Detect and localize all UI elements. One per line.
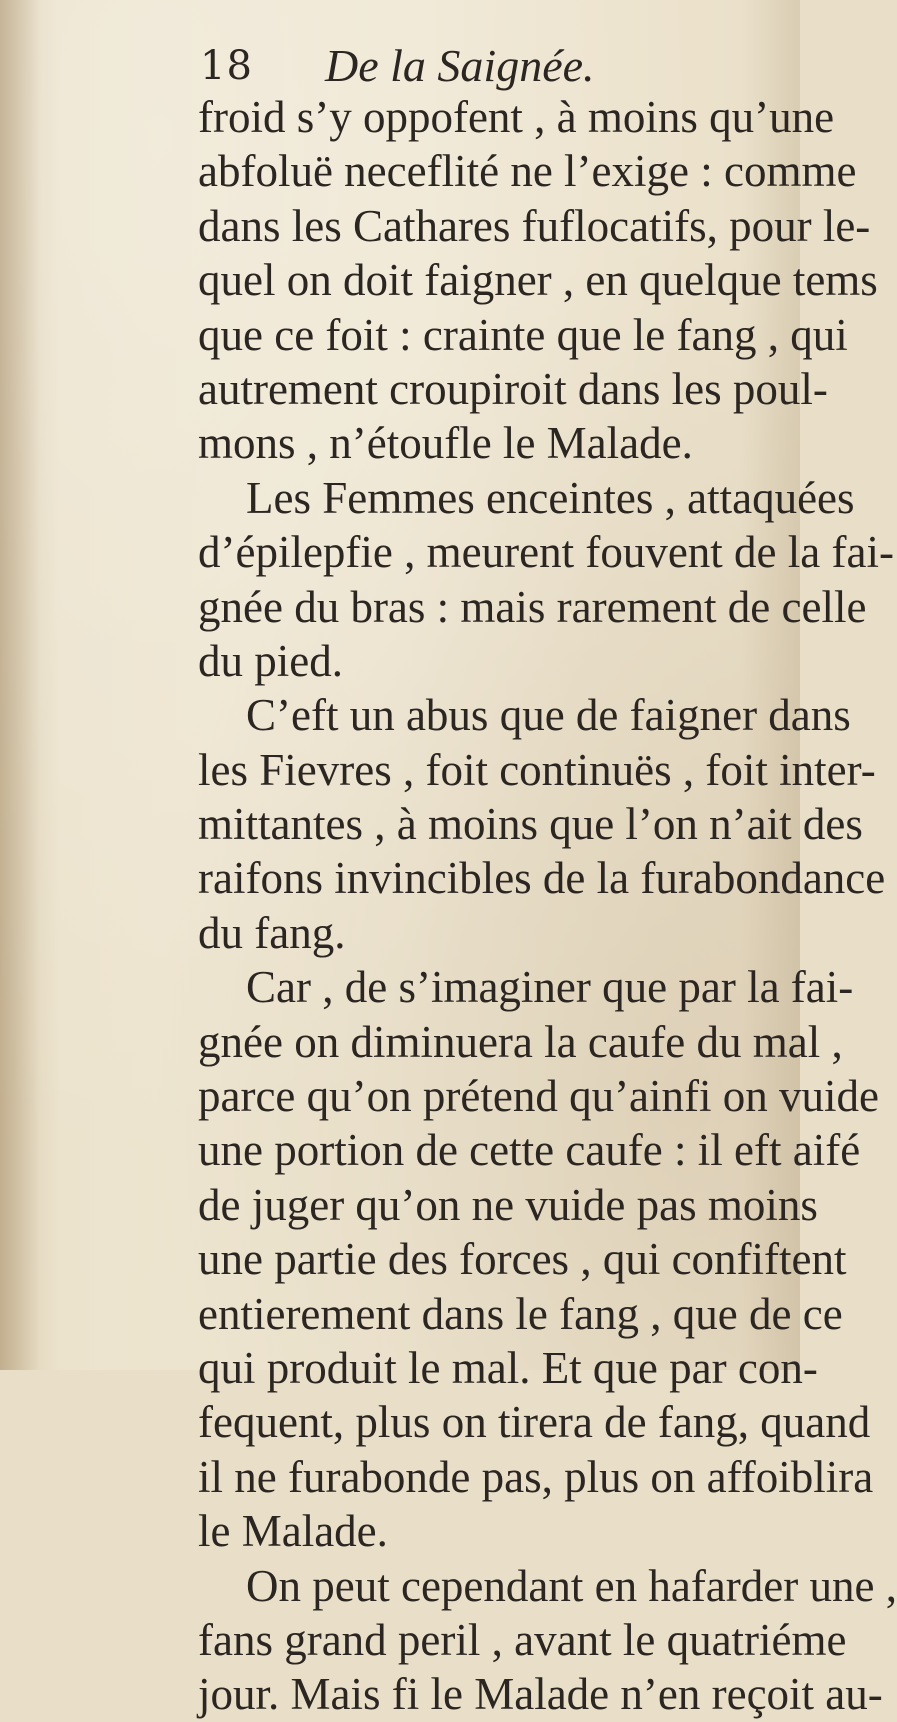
text-line: jour. Mais fi le Malade n’en reçoit au- bbox=[198, 1669, 883, 1720]
text-line: quel on doit faigner , en quelque tems bbox=[198, 255, 878, 306]
text-line: du fang. bbox=[198, 907, 346, 958]
text-line: parce qu’on prétend qu’ainfi on vuide bbox=[198, 1071, 879, 1122]
text-line: du pied. bbox=[198, 635, 343, 686]
text-line: d’épilepfie , meurent fouvent de la fai- bbox=[198, 527, 894, 578]
text-line: C’eft un abus que de faigner dans bbox=[246, 690, 851, 741]
text-line: fans grand peril , avant le quatriéme bbox=[198, 1614, 847, 1665]
text-line: mons , n’étoufle le Malade. bbox=[198, 418, 693, 469]
text-line: On peut cependant en hafarder une , bbox=[246, 1560, 897, 1611]
text-line: que ce foit : crainte que le fang , qui bbox=[198, 309, 848, 360]
page-gutter-shadow bbox=[0, 0, 40, 1370]
text-line: gnée on diminuera la caufe du mal , bbox=[198, 1016, 843, 1067]
running-title: De la Saignée. bbox=[325, 40, 595, 91]
text-line: fequent, plus on tirera de fang, quand bbox=[198, 1397, 871, 1448]
text-line: abfoluë neceflité ne l’exige : comme bbox=[198, 146, 857, 197]
text-line: qui produit le mal. Et que par con- bbox=[198, 1342, 818, 1393]
text-line: mittantes , à moins que l’on n’ait des bbox=[198, 799, 863, 850]
body-text bbox=[198, 90, 897, 1722]
text-line: Les Femmes enceintes , attaquées bbox=[246, 472, 855, 523]
text-line: les Fievres , foit continuës , foit inter- bbox=[198, 744, 876, 795]
text-line: froid s’y oppofent , à moins qu’une bbox=[198, 92, 835, 142]
text-line: Car , de s’imaginer que par la fai- bbox=[246, 962, 854, 1013]
text-line: raifons invincibles de la furabondance bbox=[198, 853, 886, 904]
text-line: entierement dans le fang , que de ce bbox=[198, 1288, 843, 1339]
page-number: 18 bbox=[200, 43, 253, 89]
text-line: le Malade. bbox=[198, 1506, 388, 1557]
text-line: gnée du bras : mais rarement de celle bbox=[198, 581, 867, 632]
text-line: de juger qu’on ne vuide pas moins bbox=[198, 1179, 818, 1230]
text-line: il ne furabonde pas, plus on affoiblira bbox=[198, 1451, 874, 1502]
text-line: dans les Cathares fuflocatifs, pour le- bbox=[198, 200, 871, 251]
text-line: une partie des forces , qui confiftent bbox=[198, 1234, 847, 1285]
text-line: une portion de cette caufe : il eft aifé bbox=[198, 1125, 861, 1176]
text-line: autrement croupiroit dans les poul- bbox=[198, 363, 828, 414]
page-header bbox=[200, 38, 720, 94]
